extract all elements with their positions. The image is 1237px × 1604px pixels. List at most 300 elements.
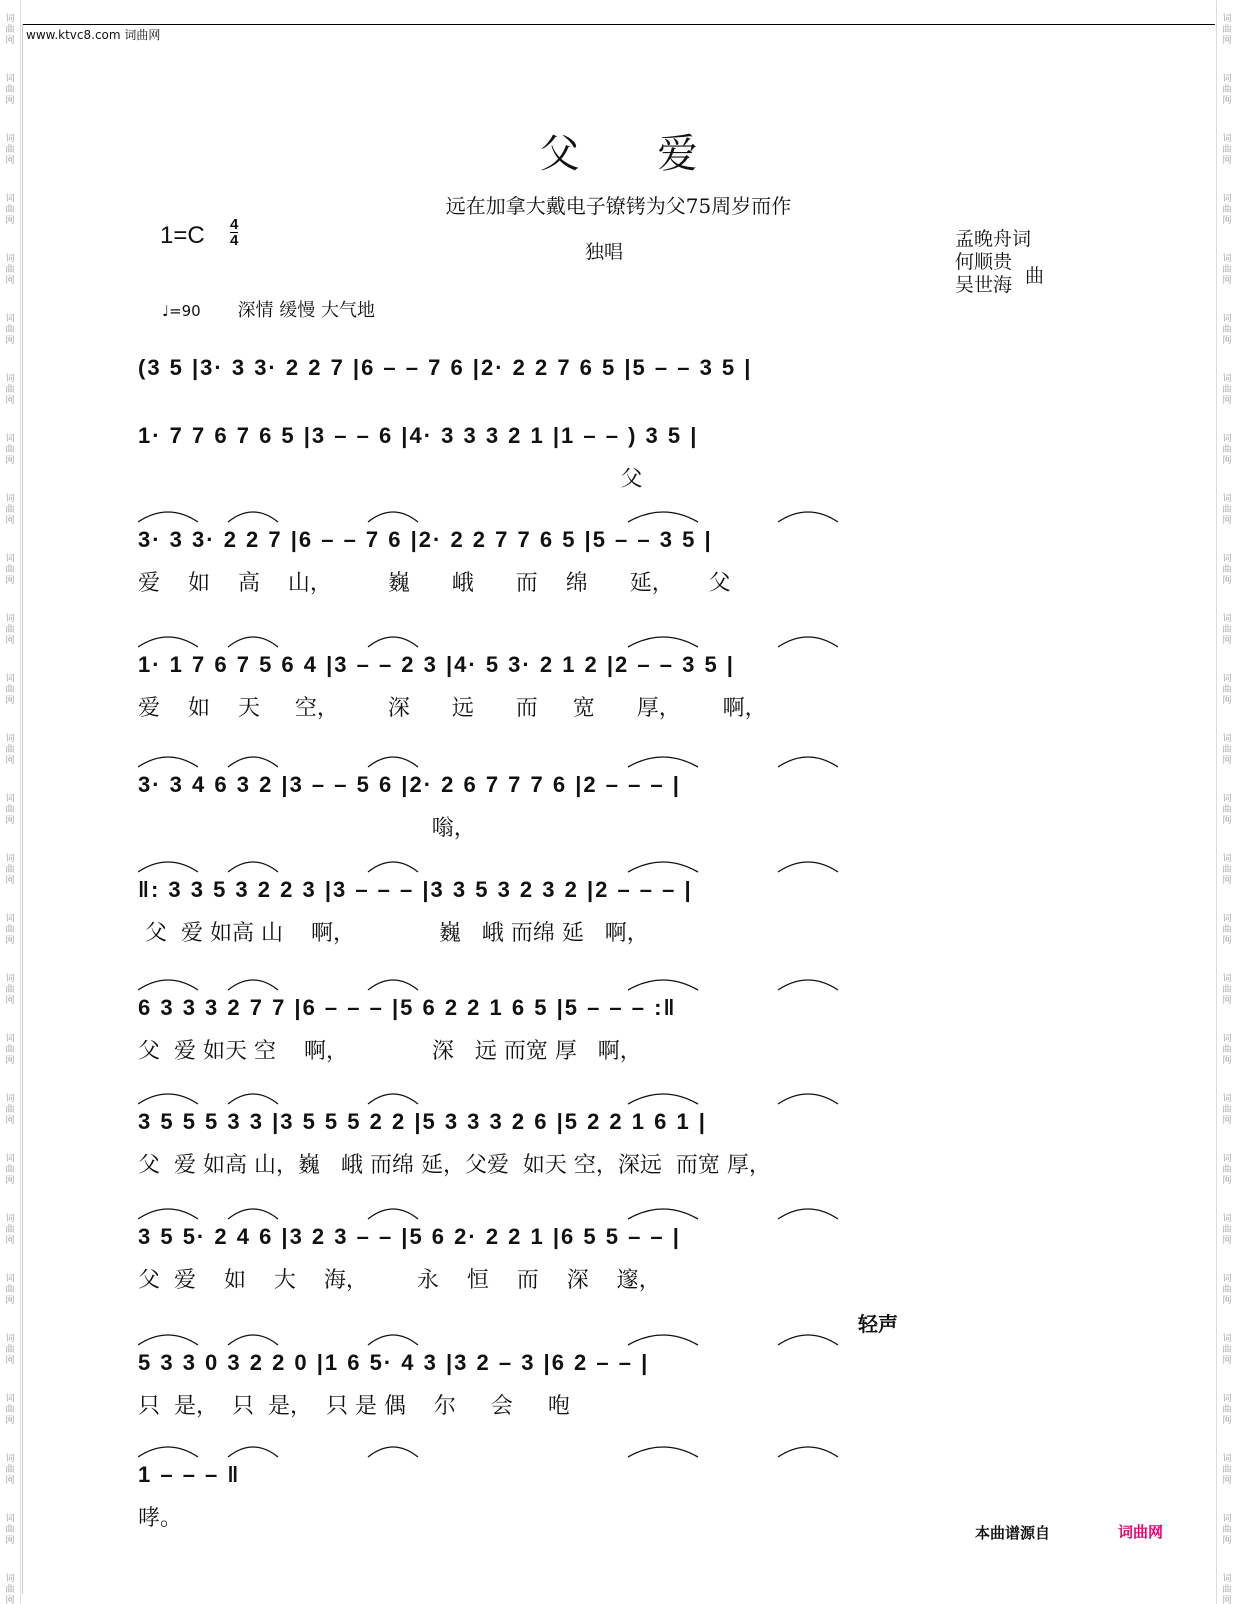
watermark-glyph: 词 — [1222, 673, 1232, 684]
watermark-glyph: 曲 — [1222, 84, 1232, 95]
watermark-unit — [1217, 540, 1237, 600]
credits — [955, 228, 1045, 297]
watermark-glyph: 词 — [1222, 133, 1232, 144]
notation-line — [138, 416, 1073, 493]
watermark-unit — [1217, 0, 1237, 60]
watermark-unit — [0, 1320, 20, 1380]
notation-lyrics: 父 爱 如高 山，巍 峨 而绵 延，父爱 如天 空，深远 而宽 厚， — [138, 1153, 771, 1178]
watermark-glyph: 网 — [5, 635, 15, 646]
watermark-glyph: 曲 — [1222, 24, 1232, 35]
slur-arc — [228, 1094, 278, 1104]
slur-marks — [138, 324, 1073, 354]
watermark-glyph: 网 — [5, 1475, 15, 1486]
watermark-glyph: 曲 — [5, 804, 15, 815]
slur-arc — [628, 1447, 698, 1457]
watermark-glyph: 网 — [5, 1535, 15, 1546]
notation-notes: (3 5 |3· 3 3· 2 2 7 |6 – – 7 6 |2· 2 2 7 6 5 |5 – – 3 5 | — [138, 355, 753, 380]
left-margin-rule — [22, 24, 23, 1594]
watermark-glyph: 词 — [5, 73, 15, 84]
watermark-glyph: 词 — [5, 913, 15, 924]
watermark-glyph: 曲 — [1222, 504, 1232, 515]
watermark-unit — [1217, 1080, 1237, 1140]
watermark-glyph: 曲 — [1222, 1284, 1232, 1295]
watermark-glyph: 曲 — [5, 324, 15, 335]
slur-arc — [778, 862, 838, 872]
watermark-glyph: 词 — [1222, 1153, 1232, 1164]
watermark-glyph: 曲 — [1222, 804, 1232, 815]
slur-arc — [628, 1335, 698, 1345]
slur-marks — [138, 1193, 1073, 1223]
watermark-glyph: 网 — [5, 515, 15, 526]
watermark-glyph: 网 — [5, 755, 15, 766]
watermark-glyph: 网 — [5, 95, 15, 106]
watermark-glyph: 网 — [5, 995, 15, 1006]
song-title: 父爱 — [539, 131, 776, 177]
watermark-unit — [1217, 1500, 1237, 1560]
watermark-unit — [1217, 1200, 1237, 1260]
watermark-glyph: 网 — [1222, 455, 1232, 466]
watermark-unit — [1217, 240, 1237, 300]
watermark-glyph: 网 — [5, 1055, 15, 1066]
watermark-glyph: 词 — [5, 13, 15, 24]
slur-marks — [138, 1431, 1073, 1461]
watermark-glyph: 词 — [5, 1393, 15, 1404]
slur-arc — [628, 512, 698, 522]
watermark-glyph: 词 — [5, 493, 15, 504]
watermark-glyph: 词 — [5, 1093, 15, 1104]
notation-line — [138, 870, 1073, 947]
watermark-glyph: 曲 — [5, 1524, 15, 1535]
watermark-glyph: 网 — [5, 815, 15, 826]
notation-lyrics: 爱 如 天 空， 深 远 而 宽 厚， 啊， — [138, 696, 767, 721]
notation-line — [138, 1102, 1073, 1179]
watermark-glyph: 词 — [5, 373, 15, 384]
watermark-glyph: 词 — [5, 733, 15, 744]
watermark-glyph: 网 — [1222, 1175, 1232, 1186]
footer-brand-link[interactable]: 词曲网 — [1118, 1523, 1164, 1541]
watermark-unit — [1217, 1260, 1237, 1320]
watermark-glyph: 曲 — [5, 1164, 15, 1175]
watermark-glyph: 词 — [5, 1453, 15, 1464]
slur-marks — [138, 846, 1073, 876]
slur-marks — [138, 964, 1073, 994]
watermark-glyph: 网 — [5, 1415, 15, 1426]
watermark-glyph: 网 — [1222, 275, 1232, 286]
watermark-glyph: 曲 — [5, 384, 15, 395]
watermark-glyph: 网 — [5, 35, 15, 46]
watermark-glyph: 词 — [5, 673, 15, 684]
watermark-glyph: 曲 — [5, 864, 15, 875]
watermark-glyph: 词 — [5, 1333, 15, 1344]
watermark-unit — [1217, 360, 1237, 420]
watermark-glyph: 网 — [5, 395, 15, 406]
watermark-glyph: 网 — [5, 935, 15, 946]
watermark-glyph: 网 — [1222, 695, 1232, 706]
watermark-glyph: 词 — [1222, 73, 1232, 84]
watermark-glyph: 词 — [1222, 13, 1232, 24]
notation-notes: 1· 7 7 6 7 6 5 |3 – – 6 |4· 3 3 3 2 1 |1 – – ) 3 5 | — [138, 423, 699, 448]
watermark-unit — [1217, 60, 1237, 120]
watermark-glyph: 词 — [1222, 913, 1232, 924]
watermark-unit — [1217, 1380, 1237, 1440]
watermark-glyph: 曲 — [1222, 684, 1232, 695]
slur-arc — [228, 757, 278, 767]
watermark-unit — [0, 960, 20, 1020]
watermark-unit — [0, 720, 20, 780]
watermark-glyph: 曲 — [5, 24, 15, 35]
watermark-glyph: 曲 — [1222, 204, 1232, 215]
watermark-glyph: 词 — [5, 313, 15, 324]
key-signature: 1=C — [160, 222, 205, 249]
watermark-glyph: 网 — [1222, 1415, 1232, 1426]
watermark-unit — [0, 840, 20, 900]
performance-mode: 独唱 — [585, 241, 624, 263]
watermark-glyph: 网 — [1222, 1055, 1232, 1066]
slur-arc — [778, 1209, 838, 1219]
slur-arc — [368, 1209, 418, 1219]
slur-arc — [228, 980, 278, 990]
watermark-glyph: 网 — [1222, 515, 1232, 526]
watermark-glyph: 网 — [5, 575, 15, 586]
watermark-glyph: 曲 — [5, 564, 15, 575]
watermark-glyph: 词 — [5, 193, 15, 204]
watermark-glyph: 网 — [5, 215, 15, 226]
watermark-glyph: 网 — [5, 155, 15, 166]
notation-notes: 5 3 3 0 3 2 2 0 |1 6 5· 4 3 |3 2 – 3 |6 2 – – | — [138, 1350, 650, 1375]
watermark-glyph: 词 — [1222, 1393, 1232, 1404]
watermark-glyph: 词 — [1222, 553, 1232, 564]
slur-arc — [138, 1209, 198, 1219]
slur-arc — [368, 637, 418, 647]
watermark-unit — [1217, 960, 1237, 1020]
slur-marks — [138, 741, 1073, 771]
watermark-unit — [1217, 600, 1237, 660]
watermark-glyph: 词 — [1222, 433, 1232, 444]
slur-arc — [228, 862, 278, 872]
watermark-unit — [1217, 660, 1237, 720]
watermark-glyph: 网 — [1222, 995, 1232, 1006]
watermark-glyph: 曲 — [1222, 324, 1232, 335]
watermark-unit — [1217, 1560, 1237, 1604]
watermark-glyph: 词 — [5, 1213, 15, 1224]
notation-line — [138, 645, 1073, 722]
watermark-glyph: 网 — [5, 1355, 15, 1366]
watermark-glyph: 曲 — [1222, 564, 1232, 575]
watermark-glyph: 网 — [5, 875, 15, 886]
composer-1: 何顺贵 — [955, 251, 1013, 273]
watermark-glyph: 网 — [1222, 635, 1232, 646]
expression-text: 深情 缓慢 大气地 — [237, 300, 375, 321]
watermark-glyph: 词 — [5, 613, 15, 624]
watermark-glyph: 词 — [5, 1153, 15, 1164]
watermark-glyph: 曲 — [5, 624, 15, 635]
notation-lyrics: 哮。 — [138, 1506, 183, 1531]
watermark-glyph: 网 — [1222, 335, 1232, 346]
slur-marks — [138, 1319, 1073, 1349]
watermark-glyph: 网 — [1222, 935, 1232, 946]
slur-arc — [628, 862, 698, 872]
notation-line — [138, 1455, 1073, 1532]
watermark-glyph: 曲 — [5, 1224, 15, 1235]
watermark-glyph: 网 — [1222, 155, 1232, 166]
notation-line — [138, 348, 1073, 394]
notation-line — [138, 1343, 1073, 1420]
slur-arc — [228, 1447, 278, 1457]
source-url[interactable]: www.ktvc8.com 词曲网 — [26, 28, 161, 42]
watermark-glyph: 网 — [5, 695, 15, 706]
watermark-glyph: 网 — [1222, 875, 1232, 886]
watermark-glyph: 词 — [5, 973, 15, 984]
slur-arc — [138, 862, 198, 872]
watermark-glyph: 曲 — [5, 444, 15, 455]
watermark-glyph: 曲 — [1222, 984, 1232, 995]
time-signature-bottom: 4 — [230, 232, 239, 249]
watermark-glyph: 网 — [5, 1175, 15, 1186]
notation-lyrics: 爱 如 高 山， 巍 峨 而 绵 延， 父 — [138, 571, 731, 596]
notation-line — [138, 520, 1073, 597]
watermark-glyph: 网 — [5, 1235, 15, 1246]
watermark-glyph: 曲 — [1222, 144, 1232, 155]
watermark-unit — [1217, 300, 1237, 360]
watermark-glyph: 曲 — [5, 1284, 15, 1295]
watermark-unit — [0, 780, 20, 840]
watermark-glyph: 词 — [5, 133, 15, 144]
slur-arc — [778, 1094, 838, 1104]
slur-arc — [778, 1335, 838, 1345]
time-signature-top: 4 — [230, 216, 239, 233]
slur-arc — [138, 757, 198, 767]
watermark-unit — [0, 1260, 20, 1320]
notation-notes: 6 3 3 3 2 7 7 |6 – – – |5 6 2 2 1 6 5 |5 – – – :‖ — [138, 995, 677, 1020]
watermark-glyph: 曲 — [1222, 864, 1232, 875]
watermark-glyph: 网 — [1222, 215, 1232, 226]
header-rule — [22, 24, 1215, 25]
slur-arc — [778, 1447, 838, 1457]
watermark-glyph: 网 — [1222, 1115, 1232, 1126]
slur-arc — [138, 637, 198, 647]
watermark-unit — [0, 420, 20, 480]
watermark-glyph: 词 — [1222, 1273, 1232, 1284]
notation-line — [138, 1217, 1073, 1294]
watermark-glyph: 网 — [5, 335, 15, 346]
watermark-glyph: 曲 — [1222, 1164, 1232, 1175]
lyricist: 孟晚舟词 — [955, 228, 1032, 250]
time-signature — [230, 217, 238, 248]
watermark-glyph: 词 — [1222, 313, 1232, 324]
watermark-glyph: 曲 — [5, 144, 15, 155]
watermark-glyph: 曲 — [1222, 384, 1232, 395]
watermark-glyph: 曲 — [5, 1044, 15, 1055]
watermark-glyph: 曲 — [5, 504, 15, 515]
notation-lyrics: 父 爱 如 大 海， 永 恒 而 深 邃， — [138, 1268, 661, 1293]
watermark-glyph: 词 — [5, 1033, 15, 1044]
watermark-glyph: 词 — [1222, 973, 1232, 984]
composer-suffix: 曲 — [1025, 265, 1045, 287]
slur-arc — [138, 1335, 198, 1345]
watermark-unit — [1217, 1140, 1237, 1200]
notation-lyrics: 只 是， 只 是， 只 是 偶 尔 会 咆 — [138, 1394, 570, 1419]
slur-arc — [368, 512, 418, 522]
watermark-glyph: 词 — [1222, 373, 1232, 384]
notation-lyrics: 父 爱 如天 空 啊， 深 远 而宽 厚 啊， — [138, 1039, 642, 1064]
watermark-unit — [1217, 1320, 1237, 1380]
slur-arc — [368, 1447, 418, 1457]
watermark-glyph: 网 — [1222, 1475, 1232, 1486]
watermark-glyph: 曲 — [5, 924, 15, 935]
dynamic-softly: 轻声 — [858, 1312, 898, 1336]
slur-arc — [628, 757, 698, 767]
slur-arc — [138, 1094, 198, 1104]
notation-line — [138, 988, 1073, 1065]
watermark-glyph: 网 — [1222, 1595, 1232, 1604]
right-watermark-strip — [1216, 0, 1237, 1604]
watermark-glyph: 网 — [1222, 1535, 1232, 1546]
watermark-unit — [0, 1380, 20, 1440]
watermark-glyph: 词 — [5, 1273, 15, 1284]
notation-notes: 1· 1 7 6 7 5 6 4 |3 – – 2 3 |4· 5 3· 2 1 2 |2 – – 3 5 | — [138, 652, 735, 677]
watermark-glyph: 曲 — [5, 264, 15, 275]
watermark-glyph: 词 — [5, 853, 15, 864]
tempo-value: ♩=90 — [162, 302, 201, 320]
watermark-glyph: 网 — [1222, 815, 1232, 826]
song-subtitle: 远在加拿大戴电子镣铐为父75周岁而作 — [445, 194, 792, 218]
slur-arc — [778, 757, 838, 767]
watermark-unit — [0, 600, 20, 660]
watermark-glyph: 词 — [1222, 733, 1232, 744]
watermark-glyph: 曲 — [5, 1104, 15, 1115]
watermark-glyph: 网 — [1222, 395, 1232, 406]
watermark-glyph: 曲 — [1222, 1524, 1232, 1535]
watermark-glyph: 网 — [5, 1595, 15, 1604]
watermark-glyph: 曲 — [5, 1404, 15, 1415]
slur-arc — [628, 637, 698, 647]
slur-arc — [368, 1094, 418, 1104]
watermark-unit — [1217, 900, 1237, 960]
watermark-glyph: 曲 — [5, 1464, 15, 1475]
watermark-glyph: 曲 — [1222, 924, 1232, 935]
watermark-glyph: 曲 — [1222, 444, 1232, 455]
notation-notes: 3 5 5· 2 4 6 |3 2 3 – – |5 6 2· 2 2 1 |6 5 5 – – | — [138, 1224, 681, 1249]
watermark-glyph: 词 — [1222, 613, 1232, 624]
slur-arc — [778, 980, 838, 990]
left-watermark-strip — [0, 0, 21, 1604]
watermark-glyph: 曲 — [1222, 1104, 1232, 1115]
slur-arc — [628, 1094, 698, 1104]
watermark-glyph: 曲 — [1222, 1224, 1232, 1235]
watermark-unit — [0, 300, 20, 360]
watermark-glyph: 词 — [5, 253, 15, 264]
watermark-glyph: 曲 — [1222, 744, 1232, 755]
watermark-glyph: 网 — [5, 275, 15, 286]
watermark-glyph: 词 — [1222, 1453, 1232, 1464]
watermark-glyph: 曲 — [1222, 1344, 1232, 1355]
watermark-glyph: 曲 — [5, 684, 15, 695]
watermark-unit — [0, 1080, 20, 1140]
notation-notes: ‖: 3 3 5 3 2 2 3 |3 – – – |3 3 5 3 2 3 2 |2 – – – | — [138, 877, 693, 902]
watermark-unit — [0, 1140, 20, 1200]
slur-arc — [228, 1209, 278, 1219]
watermark-unit — [1217, 1440, 1237, 1500]
watermark-glyph: 词 — [1222, 1093, 1232, 1104]
slur-arc — [138, 1447, 198, 1457]
slur-arc — [228, 512, 278, 522]
slur-arc — [628, 980, 698, 990]
watermark-unit — [0, 660, 20, 720]
watermark-glyph: 网 — [1222, 95, 1232, 106]
notation-notes: 3 5 5 5 3 3 |3 5 5 5 2 2 |5 3 3 3 2 6 |5 2 2 1 6 1 | — [138, 1109, 707, 1134]
notation-line — [138, 765, 1073, 842]
watermark-glyph: 网 — [5, 1115, 15, 1126]
notation-lyrics: 父 — [138, 467, 643, 492]
watermark-glyph: 网 — [5, 455, 15, 466]
watermark-glyph: 网 — [1222, 35, 1232, 46]
watermark-glyph: 曲 — [5, 204, 15, 215]
watermark-unit — [1217, 720, 1237, 780]
watermark-unit — [0, 1440, 20, 1500]
watermark-glyph: 词 — [5, 793, 15, 804]
slur-arc — [228, 1335, 278, 1345]
watermark-glyph: 曲 — [1222, 264, 1232, 275]
watermark-unit — [0, 1500, 20, 1560]
watermark-glyph: 词 — [1222, 253, 1232, 264]
notation-notes: 1 – – – ‖ — [138, 1462, 241, 1487]
watermark-unit — [1217, 840, 1237, 900]
watermark-unit — [0, 1200, 20, 1260]
slur-marks — [138, 392, 1073, 422]
slur-marks — [138, 621, 1073, 651]
watermark-glyph: 词 — [1222, 1573, 1232, 1584]
notation-notes: 3· 3 3· 2 2 7 |6 – – 7 6 |2· 2 2 7 7 6 5 |5 – – 3 5 | — [138, 527, 713, 552]
watermark-unit — [0, 540, 20, 600]
notation-lyrics: 嗡， — [138, 816, 476, 841]
watermark-unit — [1217, 1020, 1237, 1080]
watermark-unit — [1217, 780, 1237, 840]
watermark-glyph: 曲 — [5, 1584, 15, 1595]
watermark-glyph: 词 — [5, 433, 15, 444]
watermark-unit — [0, 900, 20, 960]
watermark-unit — [0, 480, 20, 540]
watermark-glyph: 曲 — [5, 984, 15, 995]
watermark-glyph: 曲 — [5, 1344, 15, 1355]
watermark-glyph: 词 — [1222, 193, 1232, 204]
watermark-glyph: 曲 — [1222, 1044, 1232, 1055]
watermark-glyph: 词 — [1222, 1333, 1232, 1344]
watermark-glyph: 词 — [1222, 1033, 1232, 1044]
watermark-glyph: 词 — [5, 1573, 15, 1584]
watermark-glyph: 网 — [1222, 575, 1232, 586]
slur-arc — [138, 512, 198, 522]
watermark-unit — [1217, 480, 1237, 540]
slur-marks — [138, 496, 1073, 526]
watermark-glyph: 词 — [1222, 853, 1232, 864]
watermark-unit — [0, 60, 20, 120]
notation-lyrics: 父 爱 如高 山 啊， 巍 峨 而绵 延 啊， — [138, 921, 649, 946]
slur-arc — [368, 757, 418, 767]
watermark-glyph: 词 — [1222, 1513, 1232, 1524]
watermark-glyph: 词 — [1222, 493, 1232, 504]
watermark-glyph: 曲 — [1222, 1584, 1232, 1595]
slur-arc — [368, 1335, 418, 1345]
watermark-unit — [0, 1020, 20, 1080]
notation-notes: 3· 3 4 6 3 2 |3 – – 5 6 |2· 2 6 7 7 7 6 |2 – – – | — [138, 772, 681, 797]
watermark-glyph: 词 — [1222, 793, 1232, 804]
watermark-glyph: 词 — [5, 1513, 15, 1524]
watermark-unit — [0, 0, 20, 60]
watermark-glyph: 网 — [5, 1295, 15, 1306]
watermark-glyph: 曲 — [1222, 1404, 1232, 1415]
watermark-glyph: 网 — [1222, 1235, 1232, 1246]
footer-source-label: 本曲谱源自 — [975, 1524, 1051, 1542]
